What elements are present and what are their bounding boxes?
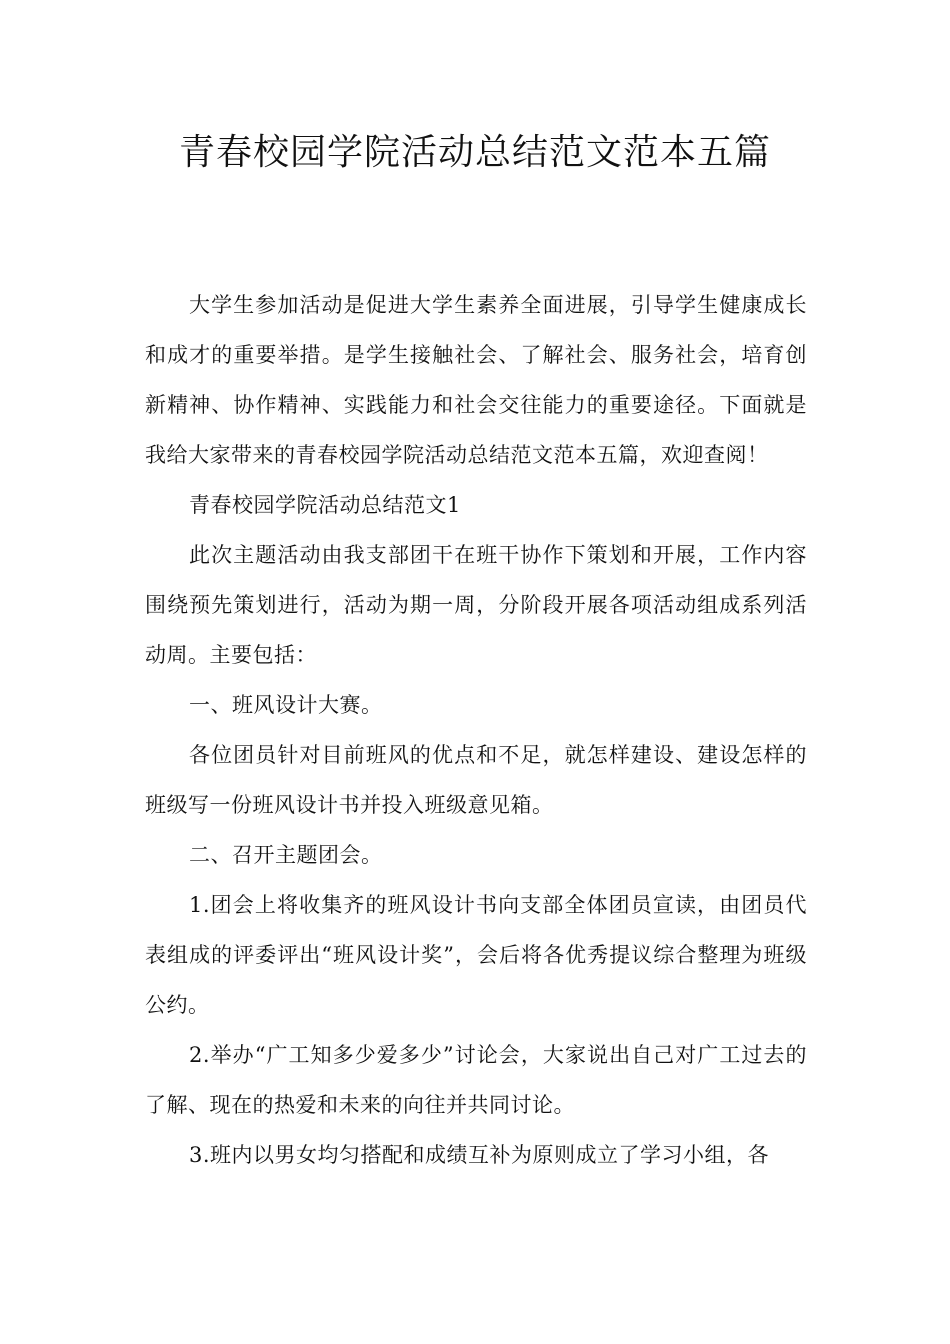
document-title: 青春校园学院活动总结范文范本五篇 xyxy=(178,132,771,173)
section-heading: 青春校园学院活动总结范文1 xyxy=(189,493,461,517)
list-item: 1.团会上将收集齐的班风设计书向支部全体团员宣读，由团员代表组成的评委评出“班风设计奖”，会后将各优秀提议综合整理为班级公约。 xyxy=(145,893,807,1017)
list-item: 2.举办“广工知多少爱多少”讨论会，大家说出自己对广工过去的了解、现在的热爱和未来的向往并共同讨论。 xyxy=(145,1043,807,1117)
intro-paragraph: 大学生参加活动是促进大学生素养全面进展，引导学生健康成长和成才的重要举措。是学生接触社会、了解社会、服务社会，培育创新精神、协作精神、实践能力和社会交往能力的重要途径。下面就是我给大家带来的青春校园学院活动总结范文范本五篇，欢迎查阅！ xyxy=(145,293,807,467)
document-body xyxy=(145,280,807,1180)
body-paragraph: 此次主题活动由我支部团干在班干协作下策划和开展，工作内容围绕预先策划进行，活动为期一周，分阶段开展各项活动组成系列活动周。主要包括： xyxy=(145,543,807,667)
subsection-heading: 二、召开主题团会。 xyxy=(189,843,383,867)
subsection-heading: 一、班风设计大赛。 xyxy=(189,693,383,717)
body-paragraph: 各位团员针对目前班风的优点和不足，就怎样建设、建设怎样的班级写一份班风设计书并投入班级意见箱。 xyxy=(145,743,807,817)
list-item: 3.班内以男女均匀搭配和成绩互补为原则成立了学习小组，各 xyxy=(189,1143,770,1167)
